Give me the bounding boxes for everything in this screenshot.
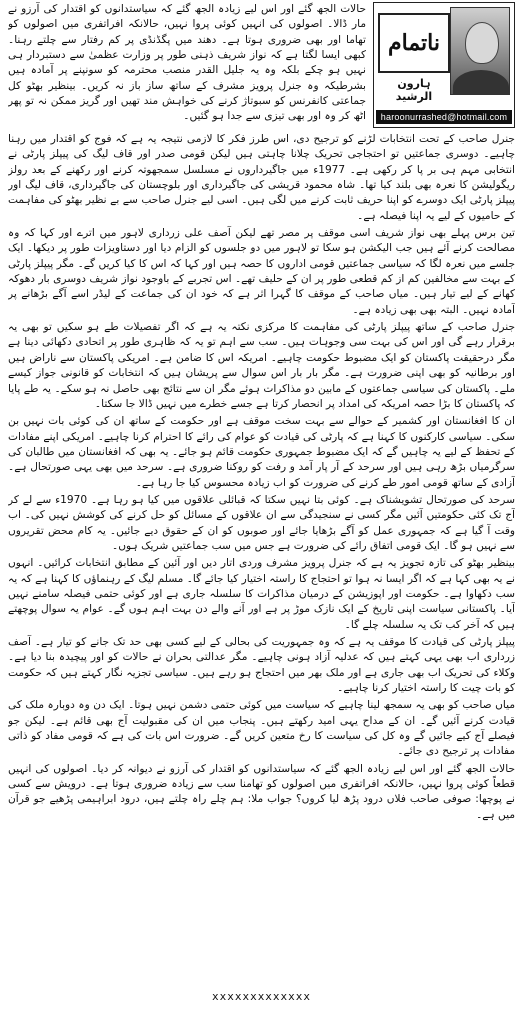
paragraph: تین برس پہلے بھی نواز شریف اسی موقف پر مصر تھے لیکن آصف علی زرداری لاہور میں اترے اور کہا کہ وہ مصالحت کرنے آئے ہیں جب الیکشن ہو سکا تو لاہور میں دو جلسوں کو الزام دیا اور دستاویزات طور پر دیکھا۔ ایک جلسے میں نعرہ لگا کہ سیاسی جماعتیں قومی اداروں کا حصہ ہیں اور کہا کہ اس کا کیا کریں گے۔ مگر پیپلز پارٹی کے بہت سے مخالفین کم از کم قطعی طور پر ان کے حلیف تھے۔ اس تجربے کے باوجود نواز شریف دوسری بار دھوکہ کھانے کے لیے تیار ہیں۔ میاں صاحب کے موقف کا گہرا اثر ہے کہ خود ان کی جماعت کے لیڈر اسے آگے بڑھانے پر آمادہ نہیں۔ البتہ بھی بھی زیادہ ہے۔ — [8, 227, 515, 316]
author-email[interactable]: haroonurrashed@hotmail.com — [376, 110, 512, 124]
column-title: ناتمام — [378, 13, 450, 73]
paragraph: حالات الجھ گئے اور اس لیے زیادہ الجھ گئے کہ سیاستدانوں کو اقتدار کی آرزو نے دیوانہ کر دیا۔ اصولوں کی انہیں قطعاً کوئی پروا نہیں، حالانکہ افراتفری میں اصولوں کو تھامنا سب سے زیادہ ضروری ہوتا ہے۔ درویش سے کسی نے پوچھا: صوفی صاحب فلاں درود پڑھ لیا کروں؟ جواب ملا: ہم چلے راہ چلتے ہیں، درود ابراہیمی پڑھیے جو قرآن میں ہے۔ — [8, 762, 515, 821]
paragraph: سرحد کی صورتحال تشویشناک ہے۔ کوئی بتا نہیں سکتا کہ قبائلی علاقوں میں کیا ہو رہا ہے۔ 1970ء سے لے کر آج تک کئی حکومتیں آئیں مگر کسی نے سنجیدگی سے ان علاقوں کے مسائل کو حل کرنے کی کوشش نہیں کی۔ اب وقت آ گیا ہے کہ جمہوری عمل کو آگے بڑھایا جائے اور صوبوں کو ان کے حقوق دیے جائیں۔ یہ کام محض تقریروں سے نہیں ہو گا۔ ایک قومی اتفاق رائے کی ضرورت ہے جس میں سب جماعتیں شریک ہوں۔ — [8, 493, 515, 552]
author-shoulders — [453, 70, 509, 95]
intro-paragraph: حالات الجھ گئے اور اس لیے زیادہ الجھ گئے کہ سیاستدانوں کو اقتدار کی آرزو نے مار ڈالا۔ اصولوں کی انہیں کوئی پروا نہیں، حالانکہ افراتفری میں اصولوں کو تھاما اور بھی ضروری ہوتا ہے۔ دھند میں پگڈنڈی پر کم رفتار سے چلتے رہنا۔ کبھی ایسا لگتا ہے کہ نواز شریف ذہنی طور پر وزارت عظمیٰ سے دستبردار ہی نہیں ہو چکے بلکہ وہ یہ جلیل القدر منصب محترمہ کو سونپنے پر آمادہ ہیں بشرطیکہ وہ جنرل پرویز مشرف کے ساتھ ساز باز نہ کریں۔ بینظیر بھٹو کل جماعتی کانفرنس کو سبوتاژ کرنے کی خواہش مند تھیں اور گریز ممکن نہ تو پھر اٹھ کر وہ اور بھی تیزی سے جدا ہو گئیں۔ — [8, 3, 366, 123]
paragraph: جنرل صاحب کے ساتھ پیپلز پارٹی کی مفاہمت کا مرکزی نکتہ یہ ہے کہ اگر تفصیلات طے ہو سکیں تو بھی یہ برقرار رہے گی اور اس کی بہت سی وجوہات ہیں۔ سب سے اہم تو یہ کہ ظاہری طور پر اتحادی دکھائی دینا ہے مگر درحقیقت پاکستان کو ایک مضبوط حکومت چاہیے۔ امریکہ اس کا ضامن ہے۔ امریکی پاکستان سے ناراض ہیں اور برطانیہ کو بھی اپنی ضرورت ہے۔ مگر بار بار اس سوال سے پریشان ہیں کہ انتخابات کو قانونی جواز کیسے ملے۔ پاکستان کی سیاسی جماعتوں کے مابین دو مذاکرات ہوئے مگر ان سے نتائج بھی حاصل نہ ہو سکے۔ یہ طے پایا کہ پاکستان کا بڑا حصہ امریکہ کی امداد پر انحصار کرتا ہے جسے خطرے میں نہیں ڈالا جا سکتا۔ — [8, 321, 515, 410]
end-of-column-mark: xxxxxxxxxxxxx — [211, 990, 312, 1003]
column-body — [8, 132, 515, 984]
paragraph: بینظیر بھٹو کی تازہ تجویز یہ ہے کہ جنرل پرویز مشرف وردی اتار دیں اور آئین کے مطابق انتخابات کرائیں۔ انہوں نے یہ بھی کہا ہے کہ اگر ایسا نہ ہوا تو احتجاج کا راستہ اختیار کیا جائے گا۔ مسلم لیگ کے رہنماؤں کا کہنا ہے کہ یہ سب دکھاوا ہے۔ حکومت اور اپوزیشن کے درمیان مذاکرات کا سلسلہ جاری ہے اور کوئی حتمی فیصلہ سامنے نہیں آیا۔ پاکستانی سیاست اپنی تاریخ کے ایک نازک موڑ پر ہے اور آنے والے دن بہت اہم ہوں گے۔ عوام یہ سوال پوچھتے ہیں کہ آخر کب تک یہ سلسلہ چلے گا۔ — [8, 557, 515, 631]
column-header — [373, 2, 515, 128]
paragraph: ان کا افغانستان اور کشمیر کے حوالے سے بہت سخت موقف ہے اور حکومت کے ساتھ ان کی کوئی بات نہیں بن سکی۔ سیاسی کارکنوں کا کہنا ہے کہ پارٹی کی قیادت کو عوام کی رائے کا احترام کرنا چاہیے۔ امریکی اپنے مفادات کے تحفظ کے لیے یہ چاہیں گے کہ ایک مضبوط جمہوری حکومت قائم ہو جائے۔ یہ بھی کہ افغانستان میں طالبان کی سرگرمیاں بڑھ رہی ہیں اور سرحد کے آر پار آمد و رفت کو روکنا ضروری ہے۔ سرحد میں بھی یہی صورتحال ہے۔ آزادی کے ساتھ قومی امور طے کرنے کی ضرورت کو اب زیادہ محسوس کیا جا رہا ہے۔ — [8, 415, 515, 489]
author-face — [465, 22, 499, 64]
intro-text-area — [8, 2, 366, 132]
paragraph: میاں صاحب کو بھی یہ سمجھ لینا چاہیے کہ سیاست میں کوئی حتمی دشمن نہیں ہوتا۔ ایک دن وہ دوبارہ ملک کی قیادت کرنے آئیں گے۔ ان کے مداح یہی امید رکھتے ہیں۔ پنجاب میں ان کی مقبولیت آج بھی قائم ہے۔ لیکن جو فیصلے آج کیے جائیں گے وہ کل کی سیاست کا رخ متعین کریں گے۔ ضرورت اس بات کی ہے کہ قومی مفاد کو ذاتی مفادات پر ترجیح دی جائے۔ — [8, 699, 515, 758]
paragraph: جنرل صاحب کے تحت انتخابات لڑنے کو ترجیح دی، اس طرز فکر کا لازمی نتیجہ یہ ہے کہ فوج کو اقتدار میں رہنا چاہیے۔ دوسری جماعتیں تو احتجاجی تحریک چلانا چاہتی ہیں لیکن قومی صدر اور قاف لیگ کی پیپلز پارٹی نے انتخابی مہم ہی بر پا کر رکھی ہے۔ 1977ء میں جاگیرداروں نے مسلسل سمجھوتہ کرنے اور رکھنے کے بعد رولز ریگولیشن کا نعرہ بھی بلند کیا تھا۔ شاہ محمود قریشی کی جاگیرداری اور بلوچستان کی جاگیرداری، قاف لیگ اور پیپلز پارٹی ایک دوسرے کو اپنا حریف ثابت کرنے میں لگی ہیں۔ اسی لیے جنرل صاحب سے بے نظیر بھٹو کی مفاہمت کے حامیوں کے لیے یہ اپنا فیصلہ ہے۔ — [8, 133, 515, 222]
author-portrait-icon — [450, 7, 510, 95]
paragraph: پیپلز پارٹی کی قیادت کا موقف یہ ہے کہ وہ جمہوریت کی بحالی کے لیے کسی بھی حد تک جانے کو تیار ہے۔ آصف زرداری اب بھی یہی کہتے ہیں کہ عدلیہ آزاد ہونی چاہیے۔ مگر عدالتی بحران نے حالات کو اور پیچیدہ بنا دیا ہے۔ وکلاء کی تحریک اب بھی جاری ہے اور ملک بھر میں احتجاج ہو رہے ہیں۔ سیاسی تجزیہ نگار کہتے ہیں کہ حکومت کو بات چیت کا راستہ اختیار کرنا چاہیے۔ — [8, 636, 515, 695]
author-name: ہارون الرشید — [395, 77, 433, 103]
